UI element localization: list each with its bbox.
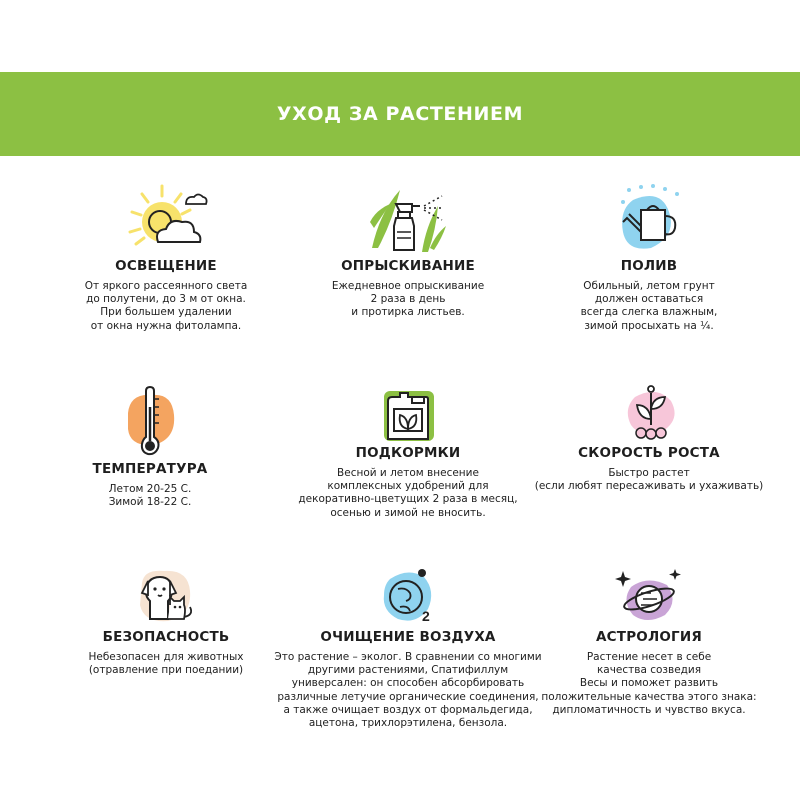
description-line: Весы и поможет развить — [579, 677, 719, 690]
care-card-watering — [524, 182, 774, 333]
description-line: Ежедневное опрыскивание — [331, 280, 485, 292]
description-line: Весной и летом внесение — [337, 467, 479, 479]
care-card-title: ОЧИЩЕНИЕ ВОЗДУХА — [320, 629, 496, 645]
spray-bottle-icon — [366, 182, 450, 254]
care-card-fertilizing — [283, 385, 533, 520]
watering-can-icon — [607, 182, 691, 254]
page-title: УХОД ЗА РАСТЕНИЕМ — [276, 103, 524, 125]
care-card-title: ТЕМПЕРАТУРА — [92, 461, 208, 477]
description-line: должен оставаться — [594, 293, 704, 306]
description-line: (если любят пересаживать и ухаживать) — [534, 480, 764, 493]
description-line: зимой просыхать на ¼. — [584, 319, 714, 332]
planet-stars-icon — [607, 565, 691, 625]
description-line: Это растение – эколог. В сравнении со многими — [274, 651, 542, 663]
care-card-astrology — [524, 565, 774, 717]
description-line: декоративно-цветущих 2 раза в месяц, — [298, 493, 518, 506]
description-line: положительные качества этого знака: — [541, 690, 757, 703]
care-card-lighting — [41, 182, 291, 333]
care-card-description — [41, 280, 291, 333]
care-card-description — [271, 651, 545, 730]
description-line: комплексных удобрений для — [327, 480, 489, 493]
description-line: Обильный, летом грунт — [583, 280, 715, 292]
care-card-description — [283, 280, 533, 320]
description-line: другими растениями, Спатифиллум — [307, 664, 509, 677]
description-line: При большем удалении — [100, 306, 232, 319]
description-line: от окна нужна фитолампа. — [90, 319, 242, 332]
care-card-temperature — [25, 385, 275, 509]
description-line: осенью и зимой не вносить. — [330, 506, 486, 519]
description-line: Небезопасен для животных — [88, 651, 244, 663]
care-card-safety — [41, 565, 291, 677]
header-banner — [0, 72, 800, 156]
care-card-description — [25, 483, 275, 509]
description-line: Растение несет в себе — [586, 651, 712, 663]
care-card-title: СКОРОСТЬ РОСТА — [578, 445, 720, 461]
cat-dog-icon — [124, 565, 208, 625]
care-card-description — [524, 280, 774, 333]
description-line: Быстро растет — [608, 467, 690, 479]
care-card-title: ПОЛИВ — [620, 258, 678, 274]
air-o2-icon — [366, 565, 450, 625]
description-line: различные летучие органические соединения, — [277, 690, 539, 703]
care-card-air-purification — [271, 565, 545, 730]
description-line: От яркого рассеянного света — [84, 280, 248, 292]
care-card-description — [524, 467, 774, 493]
care-card-title: ОПРЫСКИВАНИЕ — [341, 258, 475, 274]
description-line: (отравление при поедании) — [88, 664, 244, 677]
description-line: до полутени, до 3 м от окна. — [86, 293, 246, 306]
description-line: ацетона, трихлорэтилена, бензола. — [308, 717, 508, 730]
care-card-title: АСТРОЛОГИЯ — [596, 629, 702, 645]
description-line: и протирка листьев. — [351, 306, 465, 319]
description-line: дипломатичность и чувство вкуса. — [552, 703, 746, 716]
care-card-title: ОСВЕЩЕНИЕ — [115, 258, 217, 274]
fertilizer-canister-icon — [366, 385, 450, 441]
care-card-description — [41, 651, 291, 677]
description-line: качества созведия — [596, 664, 702, 677]
description-line: Летом 20-25 С. — [108, 483, 192, 495]
thermometer-icon — [108, 385, 192, 457]
care-card-description — [283, 467, 533, 520]
care-card-title: БЕЗОПАСНОСТЬ — [102, 629, 230, 645]
care-card-description — [524, 651, 774, 717]
svg-text:2: 2 — [422, 608, 430, 624]
sprout-icon — [607, 385, 691, 441]
care-card-growth-rate — [524, 385, 774, 493]
care-card-spraying — [283, 182, 533, 320]
description-line: универсален: он способен абсорбировать — [291, 677, 525, 690]
description-line: 2 раза в день — [370, 293, 446, 306]
description-line: Зимой 18-22 С. — [108, 496, 192, 509]
description-line: всегда слегка влажным, — [580, 306, 718, 319]
sun-cloud-icon — [124, 182, 208, 254]
description-line: а также очищает воздух от формальдегида, — [283, 703, 533, 716]
care-card-title: ПОДКОРМКИ — [355, 445, 461, 461]
